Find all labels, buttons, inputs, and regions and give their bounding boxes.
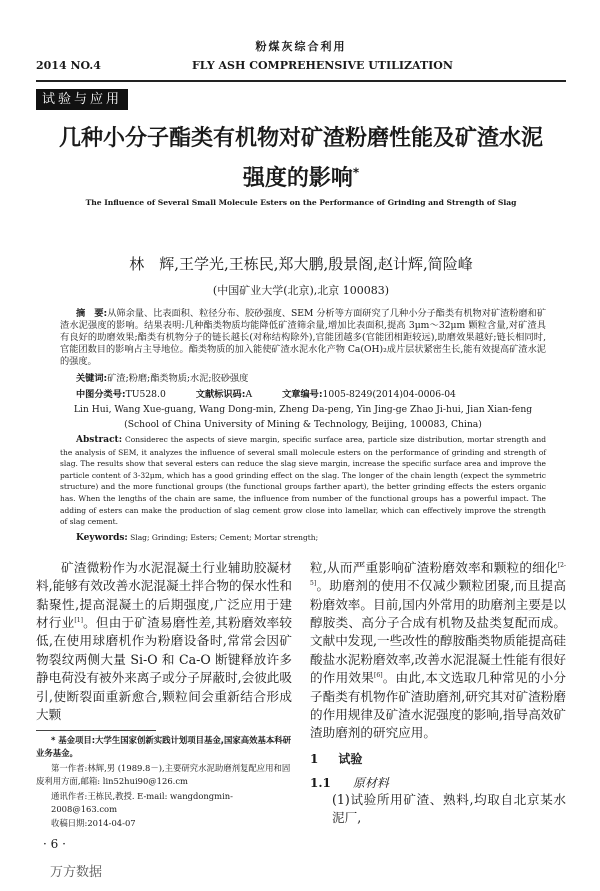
title-line-2: 强度的影响*	[242, 165, 360, 191]
footnote-rule	[36, 730, 156, 731]
footnote-mark: *	[352, 165, 360, 180]
page-number: · 6 ·	[43, 837, 66, 852]
body-left-column: 矿渣微粉作为水泥混凝土行业辅助胶凝材料,能够有效改善水泥混凝土拌合物的保水性和黏聚性,提高混凝土的后期强度,广泛应用于建材行业[1]。但由于矿渣易磨性差,其粉磨效率较低,在使用球磨机作为粉磨设备时,常常会因矿物裂纹两侧大量 Si-O 和 Ca-O 断键释放许多静电荷没有被外来离子或分子屏蔽时,会彼此吸引,使断裂面重新愈合,颗粒间会重新结合形成大颗	[36, 559, 292, 722]
running-header	[36, 58, 566, 74]
right-column	[310, 559, 566, 882]
abstract-en: Abstract: Considerec the aspects of sieve margin, specific surface area, particle size distribution, mortar strength and the analysis of SEM, it analyzes the influence of several small molecule esters on the performance of grinding and strength of slag. The results show that several esters can reduce the slag sieve margin, increase the specific surface area and improve the particle content of 3-32μm, which has a good grinding effect on the slag. The longer of the chain length (expect the symmetric structure) and the more functional groups (the functional groups farther apart), the better grinding effects the esters organic has. When the lengths of the chain are same, the influence from number of the functional groups has a powerful impact. The adding of esters can make the production of slag cement grow close into lamellar, which can effectively improve the strength of slag cement.	[60, 435, 547, 527]
footnote-received: 收稿日期:2014-04-07	[51, 818, 136, 829]
citation: [6]	[374, 672, 383, 679]
journal-name-cn: 粉煤灰综合利用	[255, 40, 347, 53]
header-rule	[36, 80, 566, 82]
article-id: 文章编号:1005-8249(2014)04-0006-04	[282, 389, 456, 400]
citation: [2-5]	[310, 561, 566, 587]
title-line-1: 几种小分子酯类有机物对矿渣粉磨性能及矿渣水泥	[58, 126, 543, 151]
affiliation: (中国矿业大学(北京),北京 100083)	[212, 284, 390, 297]
section-1-heading: 1 试验	[310, 751, 363, 766]
classification-row	[60, 388, 546, 401]
section-1-1-heading: 1.1 原材料	[310, 775, 389, 790]
title-english: The Influence of Several Small Molecule Esters on the Performance of Grinding and Strength of Slag	[85, 198, 517, 207]
footnote-fund: * 基金项目:大学生国家创新实践计划项目基金,国家高效基本科研业务基金。	[36, 735, 291, 759]
authors-en: Lin Hui, Wang Xue-guang, Wang Dong-min, Zheng Da-peng, Yin Jing-ge Zhao Ji-hui, Jian Xian-feng	[73, 404, 533, 415]
authors: 林 辉,王学光,王栋民,郑大鹏,殷景阁,赵计辉,简险峰	[129, 255, 473, 273]
body-right-column: 粒,从而严重影响矿渣粉磨效率和颗粒的细化[2-5]。助磨剂的使用不仅减少颗粒团聚,而且提高粉磨效率。目前,国内外常用的助磨剂主要是以醇胺类、高分子合成有机物及盐类复配而成。文献中发现,一些改性的醇胺酯类物质能提高硅酸盐水泥粉磨效率,改善水泥混凝土性能有很好的作用效果[6]。由此,本文选取几种常见的小分子酯类有机物作矿渣助磨剂,研究其对矿渣粉磨的作用规律及矿渣水泥强度的影响,指导高效矿渣助磨剂的研究应用。	[310, 559, 566, 741]
materials-text: (1)试验所用矿渣、熟料,均取自北京某水泥厂,	[332, 791, 566, 826]
abstract-cn: 摘 要:从筛余量、比表面积、粒径分布、胶砂强度、SEM 分析等方面研究了几种小分子酯类有机物对矿渣粉磨和矿渣水泥强度的影响。结果表明:几种酯类物质均能降低矿渣筛余量,增加比表面积,提高 3μm～32μm 颗粒含量,对矿渣具有良好的助磨效果;酯类有机物分子的链长越长(对称结构除外),官能团越多(官能团相距较远),助磨效果越好;链长相同时,官能团数目的影响占主导地位。酯类物质的加入能使矿渣水泥水化产物 Ca(OH)₂成片层状紧密生长,能有效提高矿渣水泥的强度。	[60, 308, 547, 367]
watermark: 万方数据	[50, 865, 103, 881]
body-columns	[36, 559, 566, 882]
citation: [1]	[74, 616, 83, 624]
footnote-first-author: 第一作者:林辉,男 (1989.8－),主要研究水泥助磨剂复配应用和固废利用方面,邮箱: lin52hui90@126.cm	[36, 763, 291, 787]
journal-name-en: FLY ASH COMPREHENSIVE UTILIZATION	[192, 59, 453, 72]
left-column	[36, 559, 292, 882]
keywords-en: Keywords: Slag; Grinding; Esters; Cement; Mortar strength;	[76, 532, 319, 543]
affiliation-en: (School of China University of Mining & Technology, Beijing, 100083, China)	[124, 419, 482, 430]
issue-number: 2014 NO.4	[36, 59, 101, 72]
footnote-corresponding: 通讯作者:王栋民,教授. E-mail: wangdongmin-2008@163.com	[51, 791, 233, 815]
section-tag: 试验与应用	[36, 89, 128, 110]
keywords-cn: 关键词:矿渣;粉磨;酯类物质;水泥;胶砂强度	[76, 373, 249, 384]
classification-clc: 中图分类号:TU528.0	[76, 389, 166, 400]
classification-doc: 文献标识码:A	[195, 389, 253, 400]
